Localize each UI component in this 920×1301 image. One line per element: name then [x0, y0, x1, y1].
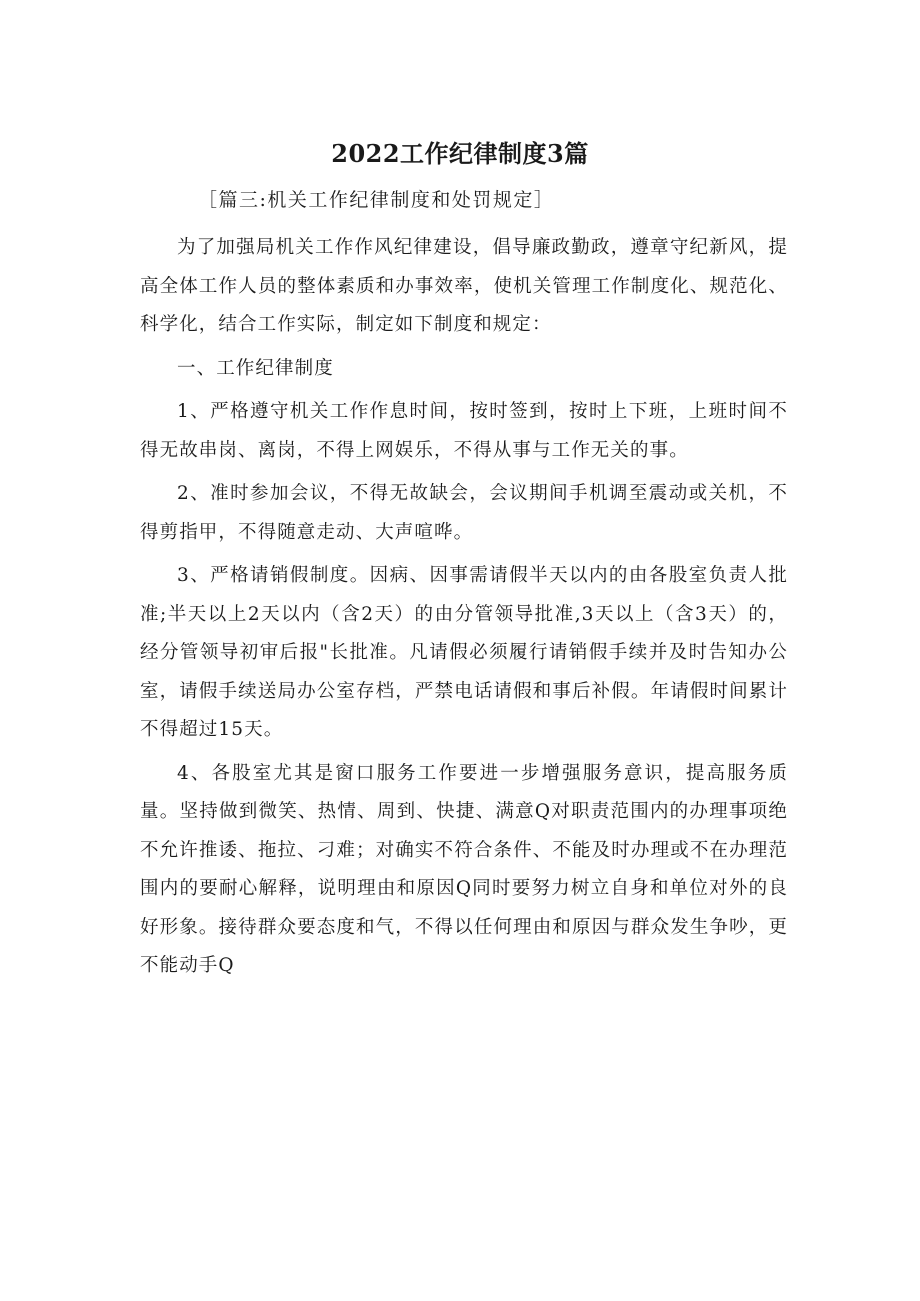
paragraph-item-3: 3、严格请销假制度。因病、因事需请假半天以内的由各股室负责人批准;半天以上2天以内（含2天）的由分管领导批准,3天以上（含3天）的，经分管领导初审后报"长批准。凡请假必须履行请销假手续并及时告知办公室，请假手续送局办公室存档，严禁电话请假和事后补假。年请假时间累计不得超过15天。: [140, 565, 788, 740]
paragraph-item-1: 1、严格遵守机关工作作息时间，按时签到，按时上下班，上班时间不得无故串岗、离岗，不得上网娱乐，不得从事与工作无关的事。: [140, 401, 788, 461]
document-subtitle: ［篇三:机关工作纪律制度和处罚规定］: [198, 189, 555, 211]
paragraph-intro: 为了加强局机关工作作风纪律建设，倡导廉政勤政，遵章守纪新风，提高全体工作人员的整体素质和办事效率，使机关管理工作制度化、规范化、科学化，结合工作实际，制定如下制度和规定：: [140, 237, 788, 335]
paragraph-item-2: 2、准时参加会议，不得无故缺会，会议期间手机调至震动或关机，不得剪指甲，不得随意走动、大声喧哗。: [140, 483, 788, 543]
document-title: 2022工作纪律制度3篇: [331, 139, 589, 168]
section-heading: 一、工作纪律制度: [177, 357, 334, 379]
paragraph-item-4: 4、各股室尤其是窗口服务工作要进一步增强服务意识，提高服务质量。坚持做到微笑、热情、周到、快捷、满意Q对职责范围内的办理事项绝不允许推诿、拖拉、刁难；对确实不符合条件、不能及时办理或不在办理范围内的要耐心解释，说明理由和原因Q同时要努力树立自身和单位对外的良好形象。接待群众要态度和气，不得以任何理由和原因与群众发生争吵，更不能动手Q: [140, 762, 788, 976]
document-body: [140, 229, 788, 986]
